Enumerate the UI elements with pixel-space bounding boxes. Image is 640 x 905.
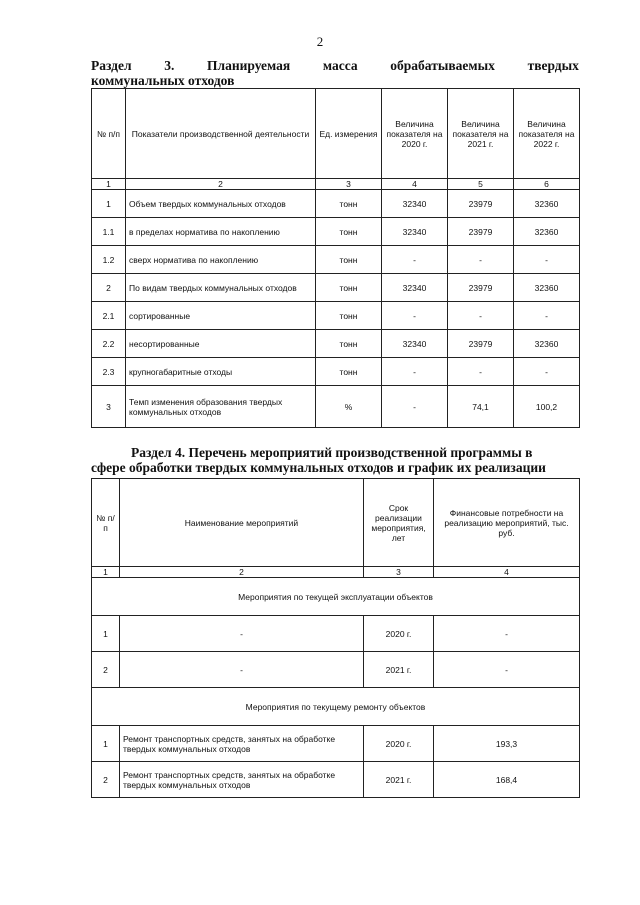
col-number: 1 (92, 567, 120, 578)
heading-word: 3. (164, 58, 175, 73)
row-period: 2020 г. (364, 616, 434, 652)
section4-heading-line1: Раздел 4. Перечень мероприятий производственной программы в (131, 445, 533, 460)
header-finance: Финансовые потребности на реализацию мероприятий, тыс. руб. (434, 479, 580, 567)
table-header-row (92, 89, 580, 179)
row-value-2020: 32340 (382, 274, 448, 302)
col-number: 2 (126, 179, 316, 190)
row-unit: тонн (316, 358, 382, 386)
row-unit: тонн (316, 274, 382, 302)
header-2020: Величина показателя на 2020 г. (382, 89, 448, 179)
row-value-2022: - (514, 358, 580, 386)
row-unit: % (316, 386, 382, 428)
row-value-2022: 32360 (514, 330, 580, 358)
row-value-2020: - (382, 386, 448, 428)
row-num: 1 (92, 616, 120, 652)
row-value-2021: 23979 (448, 330, 514, 358)
row-finance: 168,4 (434, 762, 580, 798)
col-number: 3 (364, 567, 434, 578)
heading-word: твердых (527, 58, 579, 73)
header-num: № п/п (92, 479, 120, 567)
col-number: 3 (316, 179, 382, 190)
group-title-row (92, 688, 580, 726)
row-value-2020: - (382, 246, 448, 274)
row-name: - (120, 652, 364, 688)
table-row (92, 726, 580, 762)
row-period: 2021 г. (364, 652, 434, 688)
group-title-row (92, 578, 580, 616)
heading-word: масса (322, 58, 358, 73)
table-row (92, 302, 580, 330)
row-value-2022: 32360 (514, 274, 580, 302)
row-unit: тонн (316, 218, 382, 246)
table-row (92, 358, 580, 386)
row-unit: тонн (316, 302, 382, 330)
row-value-2022: 32360 (514, 218, 580, 246)
row-value-2020: - (382, 358, 448, 386)
row-unit: тонн (316, 330, 382, 358)
col-number: 2 (120, 567, 364, 578)
row-name: Темп изменения образования твердых коммунальных отходов (126, 386, 316, 428)
row-num: 1 (92, 726, 120, 762)
col-number: 5 (448, 179, 514, 190)
header-indicator: Показатели производственной деятельности (126, 89, 316, 179)
section4-table (91, 478, 580, 798)
row-value-2021: - (448, 358, 514, 386)
section4-heading-line2: сфере обработки твердых коммунальных отходов и график их реализации (91, 460, 546, 475)
row-value-2022: - (514, 246, 580, 274)
table-row (92, 218, 580, 246)
row-value-2020: - (382, 302, 448, 330)
table-row (92, 246, 580, 274)
row-num: 3 (92, 386, 126, 428)
header-unit: Ед. измерения (316, 89, 382, 179)
row-name: крупногабаритные отходы (126, 358, 316, 386)
table-row (92, 386, 580, 428)
heading-word: обрабатываемых (390, 58, 495, 73)
row-value-2021: - (448, 302, 514, 330)
row-num: 1.1 (92, 218, 126, 246)
row-num: 2 (92, 274, 126, 302)
row-name: в пределах норматива по накоплению (126, 218, 316, 246)
row-value-2020: 32340 (382, 330, 448, 358)
row-finance: - (434, 652, 580, 688)
header-2021: Величина показателя на 2021 г. (448, 89, 514, 179)
row-value-2022: - (514, 302, 580, 330)
table-row (92, 190, 580, 218)
col-number: 4 (434, 567, 580, 578)
group-title: Мероприятия по текущему ремонту объектов (92, 688, 580, 726)
col-number: 1 (92, 179, 126, 190)
row-name: Ремонт транспортных средств, занятых на обработке твердых коммунальных отходов (120, 762, 364, 798)
row-name: - (120, 616, 364, 652)
row-value-2022: 100,2 (514, 386, 580, 428)
heading-word: Планируемая (207, 58, 291, 73)
row-num: 1 (92, 190, 126, 218)
section3-heading (91, 58, 579, 88)
header-period: Срок реализации мероприятия, лет (364, 479, 434, 567)
row-name: По видам твердых коммунальных отходов (126, 274, 316, 302)
table-row (92, 330, 580, 358)
header-num: № п/п (92, 89, 126, 179)
table-header-row (92, 479, 580, 567)
row-name: несортированные (126, 330, 316, 358)
col-number: 4 (382, 179, 448, 190)
row-value-2022: 32360 (514, 190, 580, 218)
row-num: 2 (92, 762, 120, 798)
row-finance: 193,3 (434, 726, 580, 762)
row-value-2020: 32340 (382, 218, 448, 246)
section3-table (91, 88, 580, 428)
row-value-2021: - (448, 246, 514, 274)
row-name: Ремонт транспортных средств, занятых на обработке твердых коммунальных отходов (120, 726, 364, 762)
table-row (92, 762, 580, 798)
row-name: сортированные (126, 302, 316, 330)
row-num: 2 (92, 652, 120, 688)
row-value-2021: 23979 (448, 274, 514, 302)
section3-heading-line2: коммунальных отходов (91, 73, 235, 88)
row-num: 2.2 (92, 330, 126, 358)
row-finance: - (434, 616, 580, 652)
row-name: сверх норматива по накоплению (126, 246, 316, 274)
heading-word: Раздел (91, 58, 132, 73)
page-number: 2 (316, 34, 324, 49)
row-value-2021: 74,1 (448, 386, 514, 428)
row-period: 2021 г. (364, 762, 434, 798)
group-title: Мероприятия по текущей эксплуатации объектов (92, 578, 580, 616)
col-number: 6 (514, 179, 580, 190)
column-number-row (92, 179, 580, 190)
table-row (92, 652, 580, 688)
table-row (92, 616, 580, 652)
table-row (92, 274, 580, 302)
row-period: 2020 г. (364, 726, 434, 762)
row-num: 2.1 (92, 302, 126, 330)
header-2022: Величина показателя на 2022 г. (514, 89, 580, 179)
row-num: 1.2 (92, 246, 126, 274)
row-num: 2.3 (92, 358, 126, 386)
row-value-2021: 23979 (448, 218, 514, 246)
row-value-2020: 32340 (382, 190, 448, 218)
section4-heading (91, 445, 579, 475)
row-unit: тонн (316, 246, 382, 274)
row-value-2021: 23979 (448, 190, 514, 218)
row-name: Объем твердых коммунальных отходов (126, 190, 316, 218)
column-number-row (92, 567, 580, 578)
row-unit: тонн (316, 190, 382, 218)
header-name: Наименование мероприятий (120, 479, 364, 567)
